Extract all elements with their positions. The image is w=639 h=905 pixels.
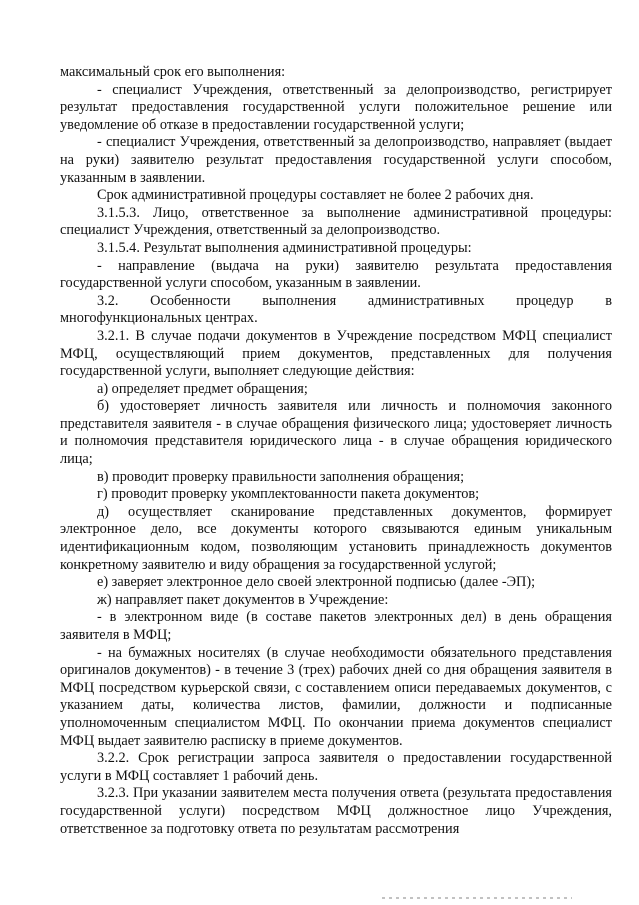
- paragraph-3-1-5-3: 3.1.5.3. Лицо, ответственное за выполнение административной процедуры: специалист Учреждения, ответственный за делопроизводство.: [60, 204, 612, 239]
- paragraph-result-delivery: - направление (выдача на руки) заявителю результата предоставления государственной услуги способом, указанным в заявлении.: [60, 257, 612, 292]
- paragraph-3-2-2: 3.2.2. Срок регистрации запроса заявителя о предоставлении государственной услуги в МФЦ составляет 1 рабочий день.: [60, 750, 612, 784]
- paragraph-continuation: максимальный срок его выполнения:: [60, 64, 286, 80]
- list-item-e: е) заверяет электронное дело своей электронной подписью (далее -ЭП);: [97, 574, 536, 591]
- paragraph-procedure-term: Срок административной процедуры составляет не более 2 рабочих дня.: [97, 187, 534, 204]
- sub-item-electronic: - в электронном виде (в составе пакетов электронных дел) в день обращения заявителя в МФЦ;: [60, 609, 612, 643]
- section-heading-3-2: 3.2. Особенности выполнения административных процедур в многофункциональных центрах.: [60, 292, 612, 327]
- list-item-g: г) проводит проверку укомплектованности пакета документов;: [97, 486, 480, 503]
- sub-item-paper: - на бумажных носителях (в случае необходимости обязательного представления оригиналов документов) - в течение 3 (трех) рабочих дней со дня обращения заявителя в МФЦ посредством курьерской связи, с составлением описи передаваемых документов, с указанием даты, количества листов, фамилии, должности и подписанные уполномоченным специалистом МФЦ. По окончании приема документов специалист МФЦ выдает заявителю расписку в приеме документов.: [60, 644, 612, 749]
- document-body: [60, 64, 612, 838]
- list-item-d: д) осуществляет сканирование представленных документов, формирует электронное дело, все документы которого связываются единым уникальным идентификационным кодом, позволяющим установить принадлежность документов конкретному заявителю и виду обращения за государственной услугой;: [60, 503, 612, 573]
- list-item-b: б) удостоверяет личность заявителя или личность и полномочия законного представителя заявителя - в случае обращения физического лица; удостоверяет личность и полномочия представителя юридического лица - в случае обращения юридического лица;: [60, 398, 612, 468]
- paragraph-register-result: - специалист Учреждения, ответственный за делопроизводство, регистрирует результат предоставления государственной услуги положительное решение или уведомление об отказе в предоставлении государственной услуги;: [60, 81, 612, 133]
- paragraph-send-result: - специалист Учреждения, ответственный за делопроизводство, направляет (выдает на руки) заявителю результат предоставления государственной услуги способом, указанным в заявлении.: [60, 134, 612, 186]
- paragraph-3-2-3: 3.2.3. При указании заявителем места получения ответа (результата предоставления государственной услуги) посредством МФЦ должностное лицо Учреждения, ответственное за подготовку ответа по результатам рассмотрения: [60, 785, 612, 837]
- paragraph-3-2-1: 3.2.1. В случае подачи документов в Учреждение посредством МФЦ специалист МФЦ, осуществляющий прием документов, представленных для получения государственной услуги, выполняет следующие действия:: [60, 327, 612, 380]
- scan-artifact: [382, 897, 572, 899]
- paragraph-3-1-5-4: 3.1.5.4. Результат выполнения административной процедуры:: [97, 239, 472, 256]
- list-item-v: в) проводит проверку правильности заполнения обращения;: [97, 468, 465, 485]
- list-item-zh: ж) направляет пакет документов в Учреждение:: [97, 591, 389, 608]
- list-item-a: а) определяет предмет обращения;: [97, 380, 308, 397]
